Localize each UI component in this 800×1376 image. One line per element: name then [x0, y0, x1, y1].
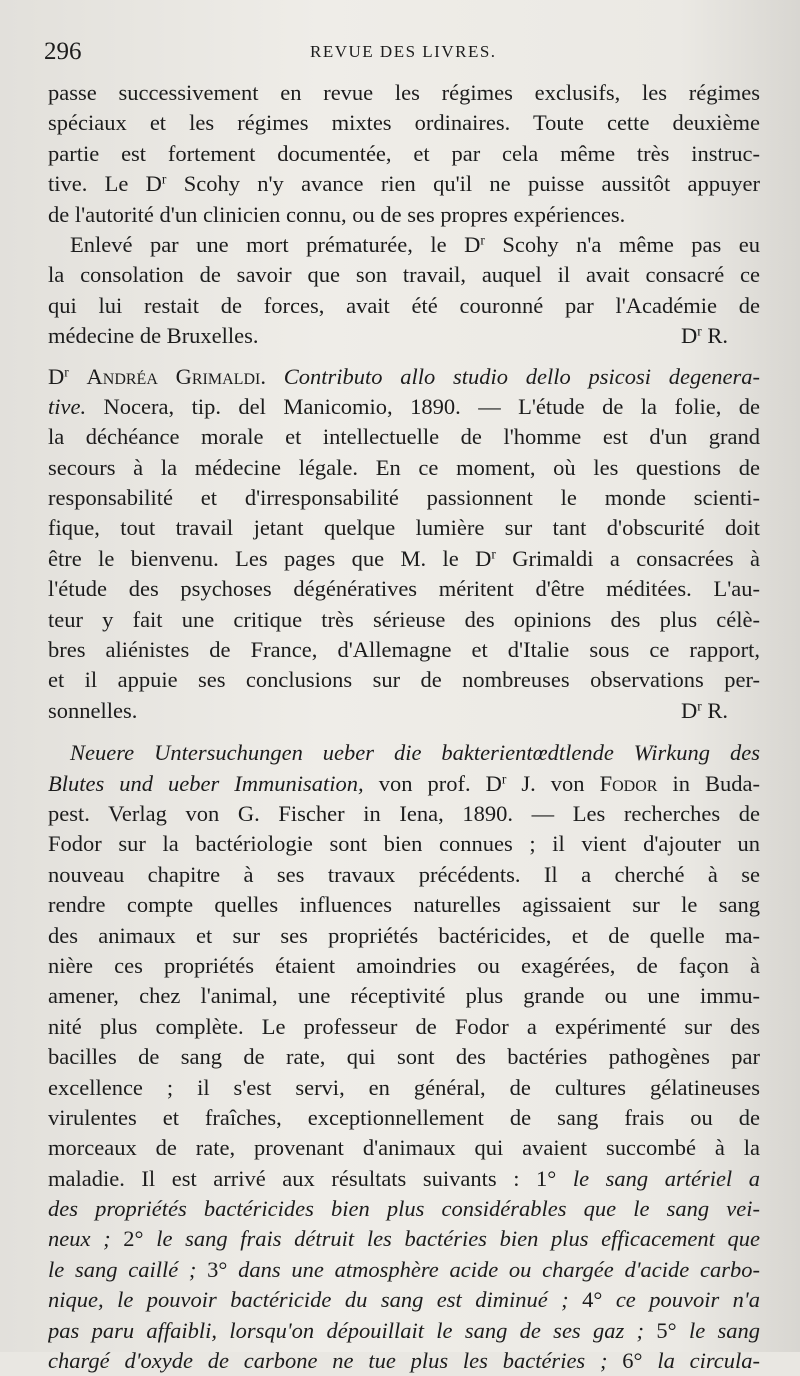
review-heading: Neuere Untersuchungen ueber die bakterientœdtlende Wirkung des [70, 740, 760, 766]
text-line: chargé d'oxyde de carbone ne tue plus les bactéries ; 6° la circula- [48, 1348, 760, 1374]
text-line: la déchéance morale et intellectuelle de l'homme est d'un grand [48, 424, 760, 450]
text-line: bacilles de sang de rate, qui sont des bactéries pathogènes par [48, 1044, 760, 1070]
page-header [44, 38, 764, 78]
text-line: nité plus complète. Le professeur de Fodor a expérimenté sur des [48, 1013, 760, 1039]
text-line: des propriétés bactéricides bien plus considérables que le sang vei- [48, 1196, 760, 1222]
text-line: pest. Verlag von G. Fischer in Iena, 1890. — Les recherches de [48, 800, 760, 826]
text-line: partie est fortement documentée, et par cela même très instruc- [48, 140, 760, 166]
text-line: qui lui restait de forces, avait été couronné par l'Académie de [48, 292, 760, 318]
reviewer-signature: $D^r$ R. [680, 697, 728, 723]
text-line: le sang caillé ; 3° dans une atmosphère acide ou chargée d'acide carbo- [48, 1256, 760, 1282]
text-line: rendre compte quelles influences naturelles agissaient sur le sang [48, 892, 760, 918]
text-line: de l'autorité d'un clinicien connu, ou de ses propres expériences. [48, 201, 626, 227]
text-line: être le bienvenu. Les pages que M. le $D^r$ Grimaldi a consacrées à [48, 545, 760, 571]
text-line: teur y fait une critique très sérieuse des opinions des plus célè- [48, 606, 760, 632]
text-line: passe successivement en revue les régimes exclusifs, les régimes [48, 80, 760, 105]
reviewer-signature: $D^r$ R. [680, 323, 728, 349]
text-line: sonnelles. $D^r$ R. [48, 696, 760, 726]
text-line: morceaux de rate, provenant d'animaux qui avaient succombé à la [48, 1135, 760, 1161]
body-text [48, 78, 760, 1376]
text-line: Fodor sur la bactériologie sont bien connues ; il vient d'ajouter un [48, 831, 760, 857]
book-title: Contributo allo studio dello psicosi degenera- [283, 363, 760, 389]
text-line: la consolation de savoir que son travail, auquel il avait consacré ce [48, 262, 760, 288]
text-line: tive. Nocera, tip. del Manicomio, 1890. — L'étude de la folie, de [48, 393, 760, 419]
review-author: Andréa Grimaldi. [86, 363, 266, 389]
text-line: bres aliénistes de France, d'Allemagne et d'Italie sous ce rapport, [48, 637, 760, 663]
text-line: spéciaux et les régimes mixtes ordinaires. Toute cette deuxième [48, 110, 760, 136]
text-line: nière ces propriétés étaient amoindries ou exagérées, de façon à [48, 952, 760, 978]
text-line: virulentes et fraîches, exceptionnellement de sang frais ou de [48, 1104, 760, 1130]
review-heading: $D^r$ Andréa Grimaldi. Contributo allo studio dello psicosi degenera- [48, 363, 760, 389]
review-author: Fodor [599, 770, 658, 796]
text-line: secours à la médecine légale. En ce moment, où les questions de [48, 454, 760, 480]
text-line: fique, tout travail jetant quelque lumière sur tant d'obscurité doit [48, 515, 760, 541]
page-number: 296 [44, 38, 82, 65]
text-line: et il appuie ses conclusions sur de nombreuses observations per- [48, 667, 760, 693]
text-line: neux ; 2° le sang frais détruit les bactéries bien plus efficacement que [48, 1226, 760, 1252]
text-line: tive. Le $D^r$ Scohy n'y avance rien qu'il ne puisse aussitôt appuyer [48, 171, 760, 197]
text-line: nique, le pouvoir bactéricide du sang est diminué ; 4° ce pouvoir n'a [48, 1287, 760, 1313]
text-line: excellence ; il s'est servi, en général, de cultures gélatineuses [48, 1074, 760, 1100]
text-line: médecine de Bruxelles. $D^r$ R. [48, 321, 760, 351]
text-line: maladie. Il est arrivé aux résultats suivants : 1° le sang artériel a [48, 1165, 760, 1191]
text-line: amener, chez l'animal, une réceptivité plus grande ou une immu- [48, 983, 760, 1009]
text-line: l'étude des psychoses dégénératives méritent d'être méditées. L'au- [48, 576, 760, 602]
text-line: responsabilité et d'irresponsabilité passionnent le monde scienti- [48, 485, 760, 511]
text-line: Blutes und ueber Immunisation, von prof. $D^r$ J. von Fodor in Buda- [48, 770, 760, 796]
text-line: pas paru affaibli, lorsqu'on dépouillait le sang de ses gaz ; 5° le sang [48, 1317, 760, 1343]
text-line: nouveau chapitre à ses travaux précédents. Il a cherché à se [48, 861, 760, 887]
running-title: REVUE DES LIVRES. [310, 42, 497, 61]
text-line: des animaux et sur ses propriétés bactéricides, et de quelle ma- [48, 922, 760, 948]
text-line: Enlevé par une mort prématurée, le $D^r$ Scohy n'a même pas eu [70, 231, 760, 257]
